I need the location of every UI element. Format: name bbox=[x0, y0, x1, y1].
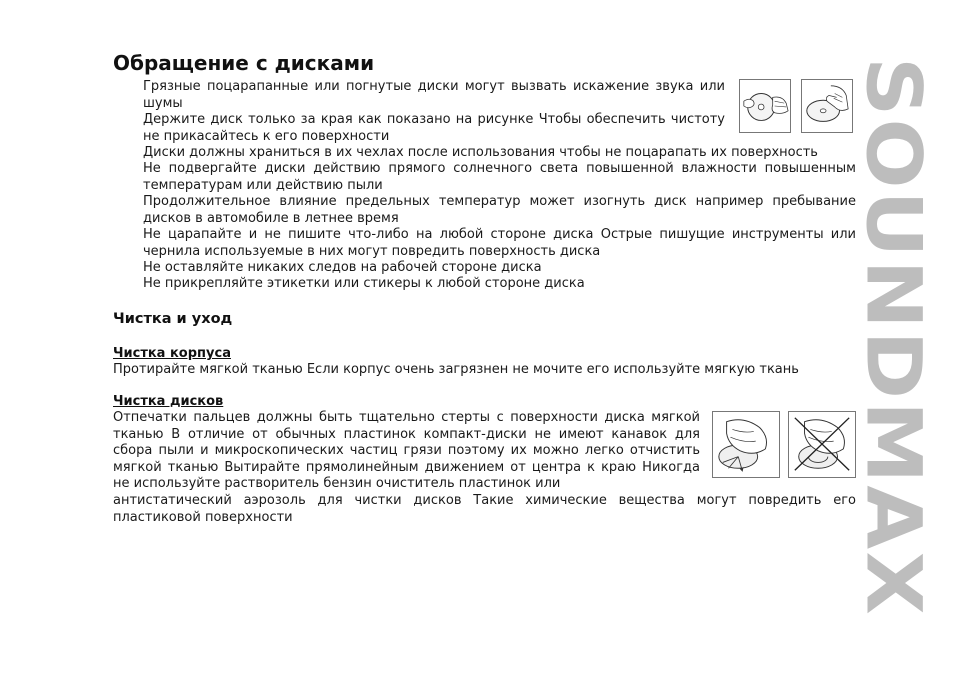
handling-item-3: Диски должны храниться в их чехлах после использования чтобы не поцарапать их поверхность bbox=[143, 145, 818, 160]
brand-wordmark: SOUNDMAX bbox=[849, 57, 939, 574]
disc-cleaning-heading: Чистка дисков bbox=[113, 394, 224, 409]
handling-item-1: Грязные поцарапанные или погнутые диски могут вызвать искажение звука или шумы bbox=[143, 79, 725, 111]
page-title: Обращение с дисками bbox=[113, 51, 375, 75]
body-cleaning-heading: Чистка корпуса bbox=[113, 346, 231, 361]
brand-logo bbox=[844, 50, 944, 625]
handling-item-8: Не прикрепляйте этикетки или стикеры к любой стороне диска bbox=[143, 276, 585, 291]
handling-item-2: Держите диск только за края как показано на рисунке Чтобы обеспечить чистоту не прикасайтесь к его поверхности bbox=[143, 112, 725, 144]
handling-item-7: Не оставляйте никаких следов на рабочей стороне диска bbox=[143, 260, 542, 275]
care-heading: Чистка и уход bbox=[113, 311, 233, 327]
handling-item-4: Не подвергайте диски действию прямого солнечного света повышенной влажности повышенным температурам или действию пыли bbox=[143, 161, 856, 193]
handling-item-5: Продолжительное влияние предельных температур может изогнуть диск например пребывание дисков в автомобиле в летнее время bbox=[143, 194, 856, 226]
disc-cleaning-text: Отпечатки пальцев должны быть тщательно стерты с поверхности диска мягкой тканью В отличие от обычных пластинок компакт-диски не имеют канавок для сбора пыли и микроскопических частиц грязи поэтому их можно легко отчистить мягкой тканью Вытирайте прямолинейным движением от центра к краю Никогда не используйте растворитель бензин очиститель пластинок или bbox=[113, 410, 700, 491]
disc-cleaning-text-cont: антистатический аэрозоль для чистки дисков Такие химические вещества могут повредить его пластиковой поверхности bbox=[113, 493, 856, 525]
handling-item-6: Не царапайте и не пишите что-либо на любой стороне диска Острые пишущие инструменты или чернила используемые в них могут повредить поверхность диска bbox=[143, 227, 856, 259]
cloth-wipe-correct-icon bbox=[712, 411, 780, 478]
body-cleaning-text: Протирайте мягкой тканью Если корпус очень загрязнен не мочите его используйте мягкую ткань bbox=[113, 362, 799, 377]
hand-holding-disc-icon bbox=[739, 79, 791, 133]
